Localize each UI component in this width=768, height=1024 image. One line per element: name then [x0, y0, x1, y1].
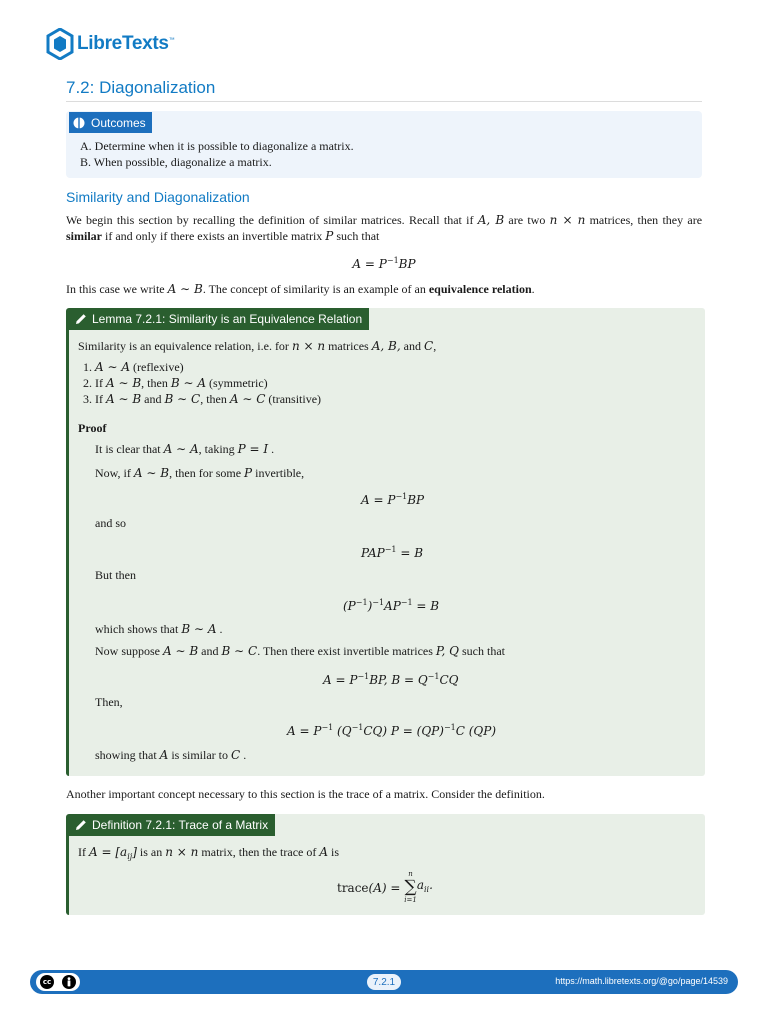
page-number: 7.2.1 [367, 974, 401, 990]
proof-equation-2: $PAP^{-1} = B$ [361, 545, 424, 560]
title-divider [66, 101, 702, 102]
outcome-item: A. Determine when it is possible to diagonalize a matrix. [80, 139, 354, 153]
trace-equation: trace (A) = n ∑ i=1 $a_{ii}$. [337, 870, 433, 904]
definition-box [66, 814, 705, 915]
proof-equation-4: $A = P^{-1}BP$, $B = Q^{-1}CQ$ [323, 672, 459, 687]
logo-wordmark: LibreTexts™ [77, 33, 175, 54]
lemma-item-transitive: 3. If A ∼ B and B ∼ C, then A ∼ C (transitive) [83, 392, 322, 406]
proof-equation-5: $A = P^{-1}$ $(Q^{-1}CQ) P = (QP)^{-1}C$ (QP) [287, 723, 497, 738]
proof-label: Proof [78, 421, 107, 435]
libretexts-cube-icon [46, 28, 74, 60]
definition-line: If $A = [a_{ij}]$ is an n × n matrix, then the trace of A is [78, 845, 340, 861]
attribution-icon [62, 975, 76, 989]
outcome-item: B. When possible, diagonalize a matrix. [80, 155, 272, 169]
proof-equation-3: $(P^{-1})^{-1}AP^{-1} = B$ [343, 598, 440, 613]
pencil-icon [75, 313, 87, 325]
libretexts-logo[interactable] [46, 28, 174, 60]
proof-line-5: which shows that B ∼ A . [95, 622, 223, 636]
lemma-tag [69, 308, 369, 330]
pencil-icon [75, 819, 87, 831]
proof-line-7: Then, [95, 695, 123, 709]
lemma-item-reflexive: 1. A ∼ A (reflexive) [83, 360, 184, 374]
outcomes-icon [73, 117, 85, 129]
cc-icon: cc [40, 975, 54, 989]
equivalence-paragraph: In this case we write A ∼ B. The concept of similarity is an example of an equivalence relation. [66, 282, 535, 296]
creative-commons-badge[interactable] [36, 973, 80, 991]
equation-similarity: $A = P^{-1}BP$ [352, 256, 416, 271]
lemma-box [66, 308, 705, 776]
term-similar: similar [66, 229, 102, 243]
page-url-link[interactable]: https://math.libretexts.org/@go/page/14539 [555, 976, 728, 986]
definition-tag [69, 814, 275, 836]
lemma-intro: Similarity is an equivalence relation, i.e. for n × n matrices A, B, and C, [78, 339, 437, 353]
lemma-item-symmetric: 2. If A ∼ B, then B ∼ A (symmetric) [83, 376, 268, 390]
outcomes-label: Outcomes [91, 115, 146, 130]
proof-line-2: Now, if A ∼ B, then for some P invertible, [95, 466, 305, 480]
proof-line-3: and so [95, 516, 126, 530]
proof-equation-1: $A = P^{-1}BP$ [361, 492, 425, 507]
page-footer [30, 970, 738, 994]
outcomes-list [80, 138, 354, 170]
section-heading: Similarity and Diagonalization [66, 189, 250, 205]
trace-intro-paragraph: Another important concept necessary to this section is the trace of a matrix. Consider the definition. [66, 787, 545, 801]
proof-line-4: But then [95, 568, 136, 582]
intro-paragraph: We begin this section by recalling the definition of similar matrices. Recall that if A, B are two n × n matrices, then they are similar if and only if there exists an invertible matrix P such that [66, 213, 703, 243]
proof-line-6: Now suppose A ∼ B and B ∼ C. Then there exist invertible matrices P, Q such that [95, 644, 506, 658]
term-equivalence-relation: equivalence relation [428, 282, 532, 296]
definition-title: Definition 7.2.1: Trace of a Matrix [92, 818, 269, 832]
proof-line-1: It is clear that A ∼ A, taking P = I . [95, 442, 275, 456]
outcomes-tag [69, 112, 152, 133]
page-title: 7.2: Diagonalization [66, 78, 216, 97]
proof-line-8: showing that A is similar to C . [95, 748, 247, 762]
lemma-title: Lemma 7.2.1: Similarity is an Equivalence Relation [92, 312, 363, 326]
outcomes-box [66, 111, 702, 178]
